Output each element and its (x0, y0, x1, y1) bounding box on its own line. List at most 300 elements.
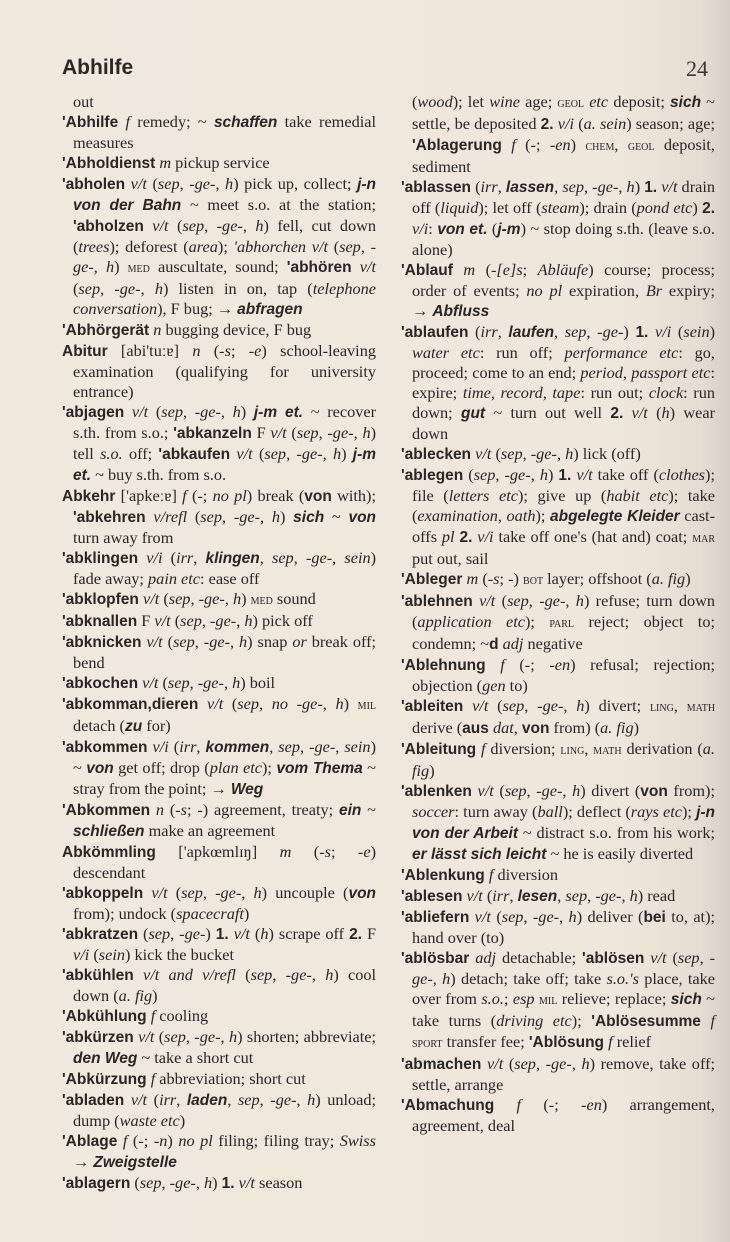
dictionary-entry: 'Abholdienst m pickup service (62, 153, 270, 172)
grammar-note: sep (473, 465, 496, 484)
headword: 'abkühlen (62, 967, 134, 984)
phrase: vom Thema (276, 760, 363, 777)
dictionary-entry: 'Abkürzung f abbreviation; short cut (62, 1069, 306, 1088)
grammar-note: sep (200, 507, 222, 526)
headword: 'Abkommen (62, 802, 151, 819)
headword: 1. (635, 324, 649, 341)
grammar-note: n (153, 320, 162, 339)
headword: 1. (644, 179, 658, 196)
headword: 'ablagern (62, 1175, 131, 1192)
grammar-note: v/t (486, 1054, 504, 1073)
grammar-note: h (626, 177, 635, 196)
phrase: kommen (205, 739, 270, 756)
headword: 'abkomman,dieren (62, 696, 199, 713)
grammar-note: v/i (557, 114, 575, 133)
grammar-note: -ge- (530, 444, 557, 463)
grammar-note: irr (176, 548, 194, 567)
grammar-note: f (150, 1069, 156, 1088)
dictionary-entry: 'Ableger m (-s; -) bot layer; offshoot (a. fig) (401, 569, 691, 588)
grammar-note: v/t (233, 924, 250, 943)
grammar-note: -[e]s (491, 260, 523, 279)
phrase: j-m et. (73, 446, 377, 484)
headword: 'abkommen (62, 739, 148, 756)
grammar-note: -ge- (592, 177, 619, 196)
phrase: schaffen (213, 114, 278, 131)
grammar-note: sep (173, 632, 195, 651)
headword: 'Ablagerung (412, 137, 502, 154)
dictionary-entry: 'abkürzen v/t (sep, -ge-, h) shorten; abbreviate; den Weg ~ take a short cut (62, 1027, 377, 1067)
grammar-note: h (362, 423, 371, 442)
field-label: parl (549, 616, 575, 631)
grammar-note: time, record, tape (462, 383, 581, 402)
phrase: abfragen (237, 301, 303, 318)
field-label: geol (557, 96, 585, 111)
phrase: von (348, 509, 377, 526)
grammar-note: area (188, 237, 218, 256)
headword: 'Abmachung (401, 1097, 495, 1114)
grammar-note: driving etc (496, 1011, 572, 1030)
grammar-note: f (481, 739, 486, 758)
headword: d (489, 636, 499, 653)
dictionary-entry: 'Abmachung f (-; -en) arrangement, agreement, deal (401, 1095, 715, 1135)
grammar-note: v/t (130, 174, 147, 193)
grammar-note: sep (237, 1090, 260, 1109)
grammar-note: a. fig (412, 739, 715, 780)
field-label: med (250, 593, 273, 608)
grammar-note: letters etc (448, 486, 518, 505)
grammar-note: no pl (212, 486, 247, 505)
grammar-note: - (508, 569, 514, 588)
headword: 'abkehren (73, 509, 146, 526)
phrase: lesen (517, 888, 558, 905)
phrase: sich (670, 94, 702, 111)
headword: von (304, 488, 332, 505)
headword: 'abladen (62, 1092, 125, 1109)
dictionary-entry: 'abladen v/t (irr, laden, sep, -ge-, h) unload; dump (waste etc) (62, 1090, 377, 1130)
phrase: er lässt sich leicht (412, 846, 547, 863)
grammar-note: -ge- (532, 907, 560, 926)
grammar-note: v/t (131, 402, 149, 421)
grammar-note: v/t (236, 444, 253, 463)
headword: 'abjagen (62, 404, 125, 421)
grammar-note: sep (278, 737, 300, 756)
grammar-note: habit etc (606, 486, 669, 505)
grammar-note: v/t (138, 1027, 155, 1046)
headword: 'ablaufen (401, 324, 469, 341)
headword: 'Ablage (62, 1133, 118, 1150)
grammar-note: v/t (130, 1090, 148, 1109)
headword: 'abkaufen (158, 446, 231, 463)
grammar-note: m (463, 260, 476, 279)
grammar-note: clock (648, 383, 684, 402)
grammar-note: -ge- (537, 696, 564, 715)
grammar-note: -ge- (536, 781, 563, 800)
grammar-note: etc (589, 92, 609, 111)
headword: 'abkürzen (62, 1029, 134, 1046)
headword: 2. (349, 926, 362, 943)
headword: 'ablösen (582, 950, 645, 967)
dictionary-entry: 'Ableitung f diversion; ling, math derivation (a. fig) (401, 739, 715, 780)
grammar-note: no pl (526, 281, 563, 300)
headword: 'abliefern (401, 909, 470, 926)
headword: 'abknicken (62, 634, 142, 651)
grammar-note: v/i (146, 548, 163, 567)
phrase: abgelegte Kleider (550, 508, 680, 525)
dictionary-entry: 'Abhilfe f remedy; ~ schaffen take remedial measures (62, 112, 376, 152)
headword: 1. (558, 467, 572, 484)
phrase: von et. (437, 221, 488, 238)
dictionary-entry: 'Abhörgerät n bugging device, F bug (62, 320, 312, 339)
dictionary-entry: 'Ablage f (-; -n) no pl filing; filing tray; Swiss → Zweigstelle (62, 1131, 376, 1171)
grammar-note: -ge- (203, 632, 231, 651)
grammar-note: h (576, 696, 585, 715)
grammar-note: f (488, 865, 494, 884)
grammar-note: h (271, 507, 280, 526)
grammar-note: -ge- (296, 444, 323, 463)
grammar-note: v/i (655, 322, 672, 341)
phrase: Abfluss (432, 303, 490, 320)
grammar-note: -ge- (189, 174, 216, 193)
dictionary-entry: 'Ablauf m (-[e]s; Abläufe) course; process; order of events; no pl expiration, Br expiry; → Abfluss (401, 260, 715, 320)
grammar-note: -e (357, 842, 371, 861)
grammar-note: sep (504, 781, 527, 800)
grammar-note: v/t (475, 444, 492, 463)
grammar-note: spacecraft (176, 904, 244, 923)
headword: 'Abhörgerät (62, 322, 150, 339)
grammar-note: water etc (412, 343, 480, 362)
grammar-note: f (608, 1032, 613, 1051)
grammar-note: f (182, 486, 187, 505)
field-label: sport (412, 1036, 443, 1051)
grammar-note: v/t (359, 257, 376, 276)
phrase: j-n von der Bahn (73, 176, 376, 214)
grammar-note: v/t (472, 696, 489, 715)
dictionary-entry: 'Ablehnung f (-; -en) refusal; rejection; objection (gen to) (401, 655, 715, 695)
grammar-note: v/t (146, 632, 163, 651)
grammar-note: n (192, 341, 201, 360)
grammar-note: -ge- (305, 548, 333, 567)
grammar-note: wine (489, 92, 520, 111)
phrase: von (86, 760, 114, 777)
dictionary-entry: 'abkomman,dieren v/t (sep, no -ge-, h) mil detach (zu for) (62, 694, 377, 735)
grammar-note: irr (179, 737, 197, 756)
headword: 'Ablösung (528, 1034, 605, 1051)
grammar-note: h (260, 924, 269, 943)
grammar-note: sep (514, 1054, 536, 1073)
headword: 'Abhilfe (62, 114, 119, 131)
headword: 'abkratzen (62, 926, 139, 943)
grammar-note: sep (237, 694, 259, 713)
dictionary-entry: (wood); let wine age; geol etc deposit; sich ~ settle, be deposited 2. v/i (a. sein) season; age; 'Ablagerung f (-; -en) chem, geol deposit, sediment (412, 92, 715, 176)
phrase: schließen (73, 823, 145, 840)
grammar-note: application etc (417, 612, 525, 631)
page-number: 24 (686, 56, 708, 81)
grammar-note: sep (157, 174, 180, 193)
grammar-note: m (279, 842, 292, 861)
grammar-note: h (575, 591, 584, 610)
grammar-note: h (154, 279, 163, 298)
headword: 'abklingen (62, 550, 139, 567)
grammar-note: m (159, 153, 172, 172)
grammar-note: -ge- (597, 322, 624, 341)
grammar-note: rays etc (630, 802, 682, 821)
grammar-note: v/t (576, 465, 593, 484)
headword: 'ablassen (401, 179, 472, 196)
grammar-note: h (225, 174, 234, 193)
field-label: med (127, 261, 150, 276)
headword: 'Abkürzung (62, 1071, 147, 1088)
grammar-note: s.o. (100, 444, 123, 463)
field-label: ling (649, 700, 674, 715)
grammar-note: -ge- (179, 924, 206, 943)
grammar-note: -ge- (197, 673, 224, 692)
grammar-note: h (629, 886, 638, 905)
grammar-note: pain etc (148, 569, 201, 588)
grammar-note: -ge- (169, 1173, 196, 1192)
grammar-note: v/t (206, 694, 224, 713)
grammar-note: sep (181, 883, 203, 902)
grammar-note: -s (175, 800, 188, 819)
field-label: bot (523, 573, 544, 588)
grammar-note: sein (683, 322, 710, 341)
headword: 1. (221, 1175, 235, 1192)
dictionary-entry: 'ablesen v/t (irr, lesen, sep, -ge-, h) read (401, 886, 676, 905)
grammar-note: period, passport etc (580, 363, 711, 382)
grammar-note: -en (549, 135, 571, 154)
headword: 'ablehnen (401, 593, 473, 610)
grammar-note: h (332, 444, 342, 463)
grammar-note: f (150, 1006, 156, 1025)
grammar-note: h (307, 1090, 316, 1109)
grammar-note: sep (507, 591, 529, 610)
grammar-note: v/t (477, 781, 494, 800)
headword: 'abklopfen (62, 591, 139, 608)
grammar-note: v/t (479, 591, 496, 610)
headword: 'abknallen (62, 613, 138, 630)
dictionary-entry: 'abkoppeln v/t (sep, -ge-, h) uncouple (von from); undock (spacecraft) (62, 883, 377, 923)
grammar-note: h (325, 965, 334, 984)
headword: 2. (540, 116, 554, 133)
grammar-note: a. fig (600, 718, 634, 737)
grammar-note: -ge- (198, 589, 225, 608)
grammar-note: irr (480, 322, 498, 341)
grammar-note: -ge- (216, 216, 243, 235)
grammar-note: a. fig (651, 569, 686, 588)
grammar-note: v/t (142, 673, 159, 692)
grammar-note: -e (248, 341, 262, 360)
headword: 'Ablösesumme (591, 1013, 701, 1030)
grammar-note: sep (167, 673, 190, 692)
field-label: mil (538, 993, 558, 1008)
dictionary-entry: 'abknicken v/t (sep, -ge-, h) snap or break off; bend (62, 632, 377, 672)
grammar-note: liquid (440, 198, 479, 217)
headword: 'Abkühlung (62, 1008, 147, 1025)
grammar-note: irr (159, 1090, 177, 1109)
headword: 'ableiten (401, 698, 464, 715)
headword: 'Ablauf (401, 262, 453, 279)
grammar-note: - (197, 800, 203, 819)
headword: Abitur (62, 343, 108, 360)
grammar-note: sein (98, 945, 126, 964)
field-label: ling (560, 743, 585, 758)
dictionary-entry: 'ableiten v/t (sep, -ge-, h) divert; ling, math derive (aus dat, von from) (a. fig) (401, 696, 716, 737)
headword: 'ablesen (401, 888, 463, 905)
phrase: zu (124, 718, 143, 735)
grammar-note: v/t (238, 1173, 255, 1192)
grammar-note: sep (500, 444, 523, 463)
headword: von (640, 783, 668, 800)
grammar-note: a. fig (118, 986, 153, 1005)
grammar-note: h (232, 402, 241, 421)
grammar-note: -ge- (412, 948, 715, 988)
grammar-note: sep (180, 611, 202, 630)
field-label: math (686, 700, 716, 715)
phrase: Weg (230, 781, 264, 798)
running-head-guide-word: Abhilfe (62, 56, 134, 79)
grammar-note: f (500, 655, 505, 674)
right-column (401, 92, 715, 1136)
grammar-note: m (466, 569, 479, 588)
grammar-note: sep (565, 886, 588, 905)
grammar-note: sep (501, 907, 524, 926)
grammar-note: -ge- (194, 1027, 221, 1046)
phrase: lassen (505, 179, 555, 196)
grammar-note: - (530, 135, 536, 154)
grammar-note: h (568, 907, 577, 926)
grammar-note: -ge- (270, 1090, 297, 1109)
grammar-note: h (661, 403, 670, 422)
headword: 2. (610, 405, 624, 422)
headword: von (521, 720, 550, 737)
dictionary-entry: out (73, 92, 94, 111)
grammar-note: -ge- (309, 737, 336, 756)
dictionary-entry: 'abkochen v/t (sep, -ge-, h) boil (62, 673, 276, 692)
dictionary-entry: 'abkommen v/i (irr, kommen, sep, -ge-, sein) ~ von get off; drop (plan etc); vom Thema ~ stray from the point; → Weg (62, 737, 376, 798)
grammar-note: Abläufe (537, 260, 589, 279)
grammar-note: s.o. (481, 989, 504, 1008)
grammar-note: -ge- (73, 237, 377, 276)
grammar-note: v/t (151, 883, 168, 902)
grammar-note: f (125, 112, 131, 131)
dictionary-entry: 'ablaufen (irr, laufen, sep, -ge-) 1. v/i (sein) water etc: run off; performance etc: go, proceed; come to an end; period, passport etc: expire; time, record, tape: run out; clock: run down; gut ~ turn out well 2. v/t (h) wear down (401, 322, 716, 443)
headword: 2. (702, 200, 716, 217)
grammar-note: n (155, 800, 165, 819)
grammar-note: sep (562, 177, 585, 196)
grammar-note: - (138, 1131, 144, 1150)
grammar-note: -n (153, 1131, 168, 1150)
dictionary-entry: 'ablassen (irr, lassen, sep, -ge-, h) 1. v/t drain off (liquid); let off (steam); drain (pond etc) 2. v/i: von et. (j-m) ~ stop doing s.th. (leave s.o. alone) (401, 177, 716, 259)
headword: 'abkochen (62, 675, 139, 692)
grammar-note: h (565, 444, 574, 463)
grammar-note: f (511, 135, 516, 154)
grammar-note: sep (296, 423, 319, 442)
field-label: math (593, 743, 622, 758)
phrase: j-n von der Arbeit (412, 804, 716, 842)
grammar-note: adj (502, 634, 524, 653)
field-label: mil (357, 698, 377, 713)
grammar-note: h (581, 1054, 590, 1073)
phrase: j-m et. (253, 404, 304, 421)
grammar-note: plan etc (209, 758, 262, 777)
grammar-note: Br (645, 281, 663, 300)
grammar-note: f (516, 1095, 522, 1114)
grammar-note: dat (492, 718, 514, 737)
dictionary-entry: 'abkühlen v/t and v/refl (sep, -ge-, h) cool down (a. fig) (62, 965, 377, 1005)
grammar-note: sep (502, 696, 525, 715)
headword: 1. (215, 926, 229, 943)
headword: 'ablenken (401, 783, 472, 800)
grammar-note: sep (168, 589, 191, 608)
grammar-note: telephone conversation (73, 279, 377, 318)
dictionary-entry: 'abklingen v/i (irr, klingen, sep, -ge-, sein) fade away; pain etc: ease off (62, 548, 377, 588)
grammar-note: h (442, 969, 451, 988)
left-column (62, 92, 376, 1194)
grammar-note: v/t (474, 907, 491, 926)
dictionary-entry: 'abjagen v/t (sep, -ge-, h) j-m et. ~ recover s.th. from s.o.; 'abkanzeln F v/t (sep, -ge-, h) tell s.o. off; 'abkaufen v/t (sep, -ge-, h) j-m et. ~ buy s.th. from s.o. (62, 402, 377, 484)
grammar-note: wood (417, 92, 453, 111)
grammar-note: irr (492, 886, 510, 905)
headword: 'abholzen (73, 218, 144, 235)
grammar-note: v/i (477, 527, 494, 546)
grammar-note: v/i (412, 219, 429, 238)
phrase: sich (293, 509, 325, 526)
grammar-note: -ge- (114, 279, 141, 298)
grammar-note: f (710, 1011, 716, 1030)
grammar-note: 'abhorchen v/t (233, 237, 329, 256)
headword: 'ablösbar (401, 950, 470, 967)
headword: 'Ablenkung (401, 867, 485, 884)
dictionary-entry: 'ablagern (sep, -ge-, h) 1. v/t season (62, 1173, 303, 1192)
phrase: j-m (497, 221, 521, 238)
grammar-note: -s (219, 341, 231, 360)
grammar-note: h (253, 883, 262, 902)
grammar-note: a. sein (583, 114, 627, 133)
grammar-note: s.o.'s (606, 969, 639, 988)
grammar-note: - (548, 1095, 555, 1114)
phrase: Zweigstelle (93, 1154, 177, 1171)
headword: 'abmachen (401, 1056, 482, 1073)
grammar-note: sep (272, 548, 294, 567)
grammar-note: trees (78, 237, 110, 256)
grammar-note: v/t (466, 886, 483, 905)
dictionary-entry: 'ablehnen v/t (sep, -ge-, h) refuse; turn down (application etc); parl reject; object to; condemn; ~d adj negative (401, 591, 716, 653)
grammar-note: -ge- (504, 465, 531, 484)
grammar-note: v/t (650, 948, 667, 967)
grammar-note: h (239, 632, 248, 651)
grammar-note: clothes (658, 465, 706, 484)
grammar-note: -ge- (327, 423, 354, 442)
dictionary-entry: 'abmachen v/t (sep, -ge-, h) remove, take off; settle, arrange (401, 1054, 716, 1094)
grammar-note: -ge- (233, 507, 261, 526)
grammar-note: -en (581, 1095, 602, 1114)
grammar-note: sep (161, 402, 183, 421)
grammar-note: -ge- (210, 611, 237, 630)
headword: 2. (459, 529, 473, 546)
headword: 'ablegen (401, 467, 464, 484)
headword: 'Ableitung (401, 741, 477, 758)
grammar-note: -ge- (215, 883, 242, 902)
grammar-note: soccer (412, 802, 455, 821)
grammar-note: sein (344, 737, 371, 756)
grammar-note: -s (487, 569, 500, 588)
grammar-note: v/t (631, 403, 648, 422)
grammar-note: sep (264, 444, 287, 463)
headword: 'ablecken (401, 446, 472, 463)
grammar-note: Swiss (339, 1131, 376, 1150)
grammar-note: pl (441, 527, 455, 546)
grammar-note: -s (319, 842, 331, 861)
dictionary-entry: 'ablecken v/t (sep, -ge-, h) lick (off) (401, 444, 641, 463)
